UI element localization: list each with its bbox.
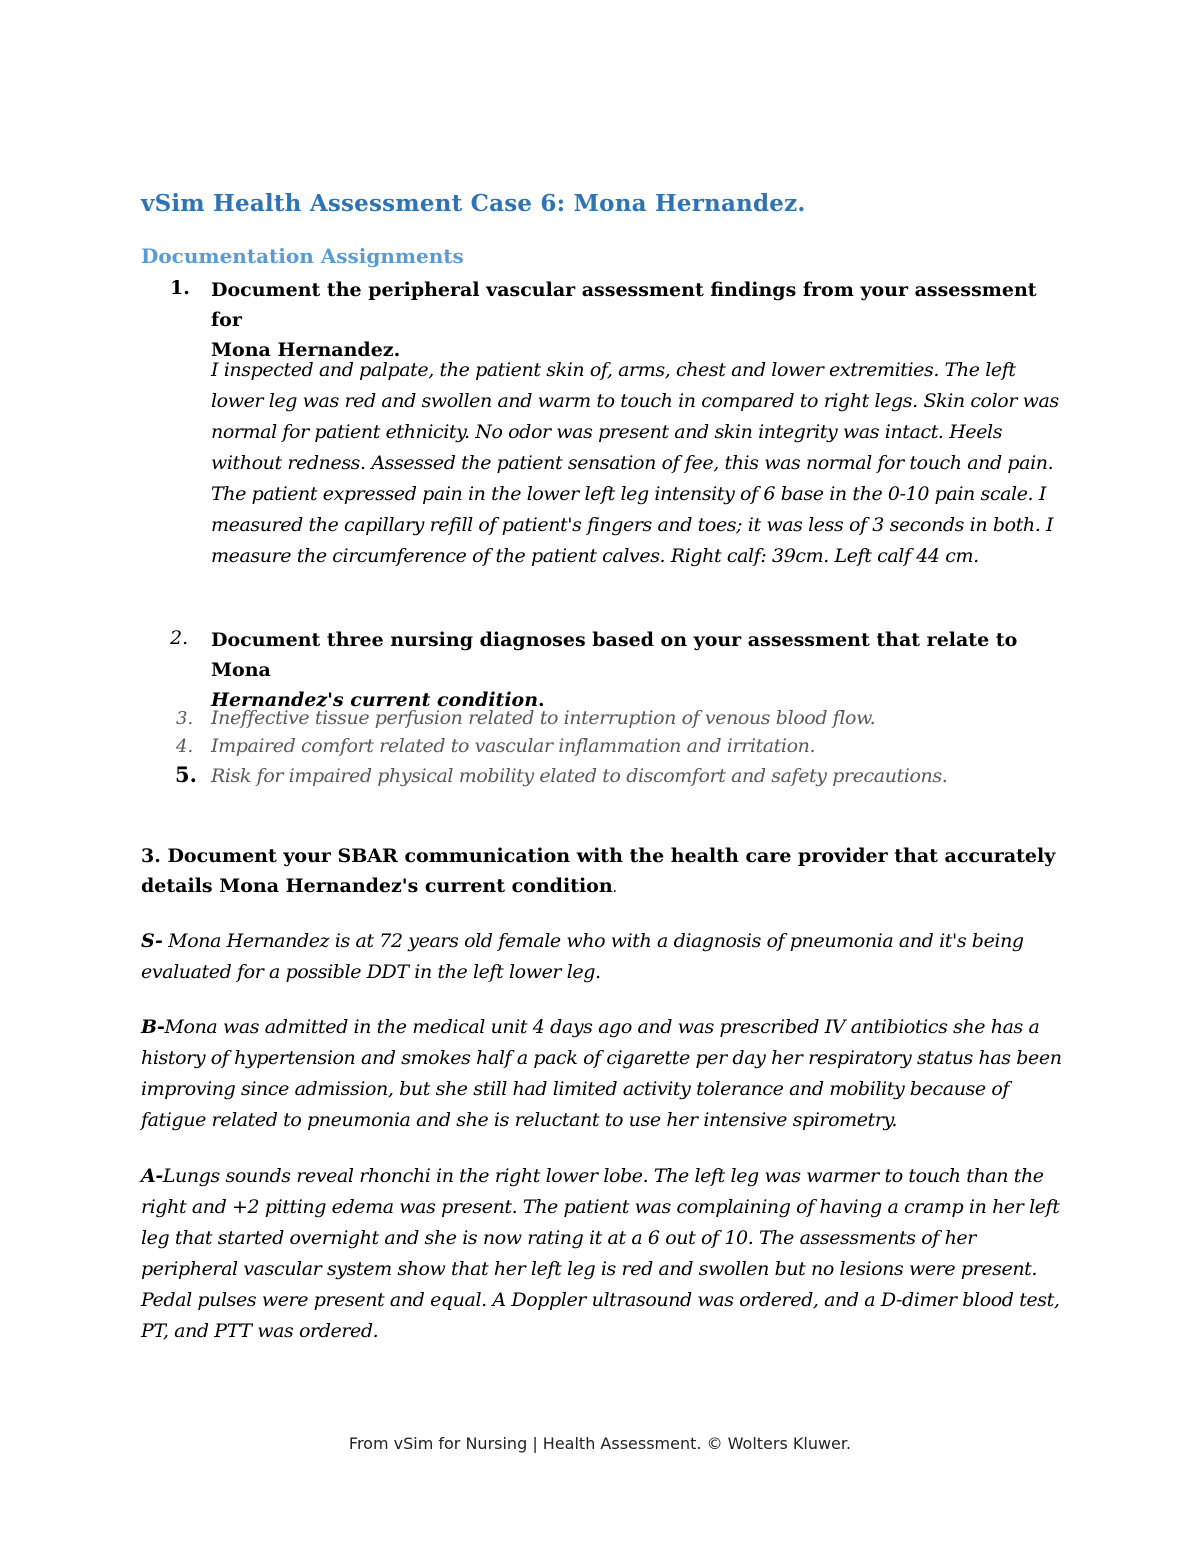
sbar-a-label: A-: [141, 1165, 163, 1187]
sbar-situation: [141, 926, 1066, 988]
question-1-answer: I inspected and palpate, the patient skin of, arms, chest and lower extremities. The left lower leg was red and swollen and warm to touch in compared to right legs. Skin color was normal for patient ethnicity. No odor was present and skin integrity was intact. Heels without redness. Assessed the patient sensation of fee, this was normal for touch and pain. The patient expressed pain in the lower left leg intensity of 6 base in the 0-10 pain scale. I measured the capillary refill of patient's fingers and toes; it was less of 3 seconds in both. I measure the circumference of the patient calves. Right calf: 39cm. Left calf 44 cm.: [211, 359, 1059, 567]
sbar-background: [141, 1012, 1066, 1136]
diagnosis-item: Risk for impaired physical mobility elated to discomfort and safety precautions.: [211, 765, 948, 787]
question-3-text: [141, 841, 1061, 903]
question-1-text: [211, 275, 1061, 365]
sbar-b-text: Mona was admitted in the medical unit 4 days ago and was prescribed IV antibiotics she has a history of hypertension and smokes half a pack of cigarette per day her respiratory status has been improving since admission, but she still had limited activity tolerance and mobility because of fatigue related to pneumonia and she is reluctant to use her intensive spirometry.: [141, 1016, 1062, 1131]
sbar-b-label: B-: [141, 1016, 165, 1038]
question-1-line2: Mona Hernandez.: [211, 339, 401, 361]
question-2-line2-end: .: [538, 689, 545, 711]
diagnosis-number: 4.: [176, 736, 194, 757]
question-1-line1: Document the peripheral vascular assessment findings from your assessment for: [211, 279, 1037, 331]
sbar-assessment: [141, 1161, 1066, 1347]
question-2-number: 2.: [170, 627, 189, 649]
diagnosis-number: 3.: [176, 708, 194, 729]
question-1-number: 1.: [170, 277, 190, 299]
diagnosis-number: 5.: [175, 762, 197, 787]
diagnosis-item: Ineffective tissue perfusion related to interruption of venous blood flow.: [211, 707, 876, 729]
question-2-text: [211, 625, 1061, 715]
question-2-line2-italic: Hernandez's current condition: [211, 689, 539, 711]
question-3-line1: 3. Document your SBAR communication with the health care provider that accurately: [141, 845, 1056, 867]
question-2-line1: Document three nursing diagnoses based on your assessment that relate to Mona: [211, 629, 1018, 681]
sbar-s-text: Mona Hernandez is at 72 years old female who with a diagnosis of pneumonia and it's being evaluated for a possible DDT in the left lower leg.: [141, 930, 1024, 983]
sbar-s-label: S-: [141, 930, 163, 952]
question-3-line2: details Mona Hernandez's current condition: [141, 875, 613, 897]
question-3-tail: .: [612, 880, 618, 896]
diagnosis-item: Impaired comfort related to vascular inflammation and irritation.: [211, 735, 816, 757]
document-title: vSim Health Assessment Case 6: Mona Hernandez.: [141, 190, 806, 217]
section-heading: Documentation Assignments: [141, 244, 464, 268]
sbar-a-text: Lungs sounds reveal rhonchi in the right lower lobe. The left leg was warmer to touch than the right and +2 pitting edema was present. The patient was complaining of having a cramp in her left leg that started overnight and she is now rating it at a 6 out of 10. The assessments of her peripheral vascular system show that her left leg is red and swollen but no lesions were present. Pedal pulses were present and equal. A Doppler ultrasound was ordered, and a D-dimer blood test, PT, and PTT was ordered.: [141, 1165, 1060, 1342]
page-footer: From vSim for Nursing | Health Assessment. © Wolters Kluwer.: [348, 1434, 852, 1453]
